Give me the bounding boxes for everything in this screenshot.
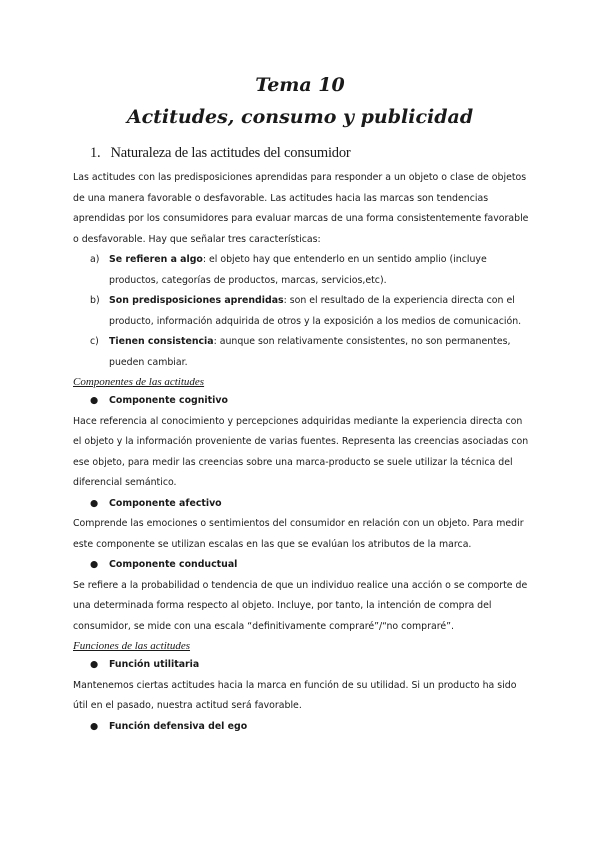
component-text: Se refiere a la probabilidad o tendencia de que un individuo realice una acción o se comporte de una determinada forma respecto al objeto. Incluye, por tanto, la intención de compra del consumidor, se mide con una escala “definitivamente compraré”/“no compraré”. — [73, 579, 528, 632]
function-title: Función utilitaria — [109, 659, 200, 670]
bullet-icon: ● — [90, 497, 99, 509]
function-text: Mantenemos ciertas actitudes hacia la marca en función de su utilidad. Si un producto ha sido útil en el pasado, nuestra actitud será favorable. — [73, 679, 517, 711]
list-letter: c) — [90, 336, 99, 347]
intro-paragraph: Las actitudes con las predisposiciones aprendidas para responder a un objeto o clase de objetos de una manera favorable o desfavorable. Las actitudes hacia las marcas son tendencias aprendidas por los consumidores para evaluar marcas de una forma consistentemente favorable o desfavorable. Hay que señalar tres características: — [73, 172, 529, 245]
characteristic-term: Son predisposiciones aprendidas — [109, 295, 284, 306]
list-letter: b) — [90, 295, 100, 306]
section-number: 1. — [90, 145, 101, 161]
component-heading — [73, 555, 530, 576]
function-title: Función defensiva del ego — [109, 720, 248, 732]
component-heading — [73, 391, 530, 412]
bullet-icon: ● — [90, 659, 99, 670]
characteristics-list — [73, 250, 530, 373]
characteristic-text: : son el resultado de la experiencia directa con el producto, información adquirida de otros y la exposición a los medios de comunicación. — [109, 295, 522, 327]
document-title: Tema 10 — [255, 74, 345, 96]
document-subtitle: Actitudes, consumo y publicidad — [126, 106, 474, 128]
characteristic-term: Se refieren a algo — [109, 254, 203, 265]
section-title: Naturaleza de las actitudes del consumidor — [110, 145, 351, 161]
bullet-icon: ● — [90, 395, 99, 406]
function-heading — [73, 655, 530, 676]
bullet-icon: ● — [90, 559, 99, 570]
characteristic-text: : aunque son relativamente consistentes, no son permanentes, pueden cambiar. — [109, 336, 511, 368]
characteristic-text: : el objeto hay que entenderlo en un sentido amplio (incluye productos, categorías de productos, marcas, servicios,etc). — [109, 254, 487, 286]
characteristic-term: Tienen consistencia — [109, 336, 214, 347]
component-text: Comprende las emociones o sentimientos del consumidor en relación con un objeto. Para medir este componente se utilizan escalas en las que se evalúan los atributos de la marca. — [73, 518, 524, 550]
section-heading-1 — [90, 145, 351, 162]
component-text: Hace referencia al conocimiento y percepciones adquiridas mediante la experiencia directa con el objeto y la información proveniente de varias fuentes. Representa las creencias asociadas con ese objeto, para medir las creencias sobre una marca-producto se suele utilizar la técnica del diferencial semántico. — [73, 415, 529, 488]
characteristic-item — [73, 291, 530, 332]
component-heading — [73, 494, 530, 515]
document-body — [73, 168, 530, 737]
component-title: Componente cognitivo — [109, 395, 228, 406]
list-letter: a) — [90, 254, 100, 265]
component-title: Componente afectivo — [109, 497, 222, 509]
component-title: Componente conductual — [109, 559, 238, 570]
characteristic-item — [73, 332, 530, 373]
function-heading — [73, 717, 530, 738]
bullet-icon: ● — [90, 720, 99, 732]
components-heading: Componentes de las actitudes — [73, 376, 205, 388]
characteristic-item — [73, 250, 530, 291]
functions-heading: Funciones de las actitudes — [73, 640, 191, 652]
